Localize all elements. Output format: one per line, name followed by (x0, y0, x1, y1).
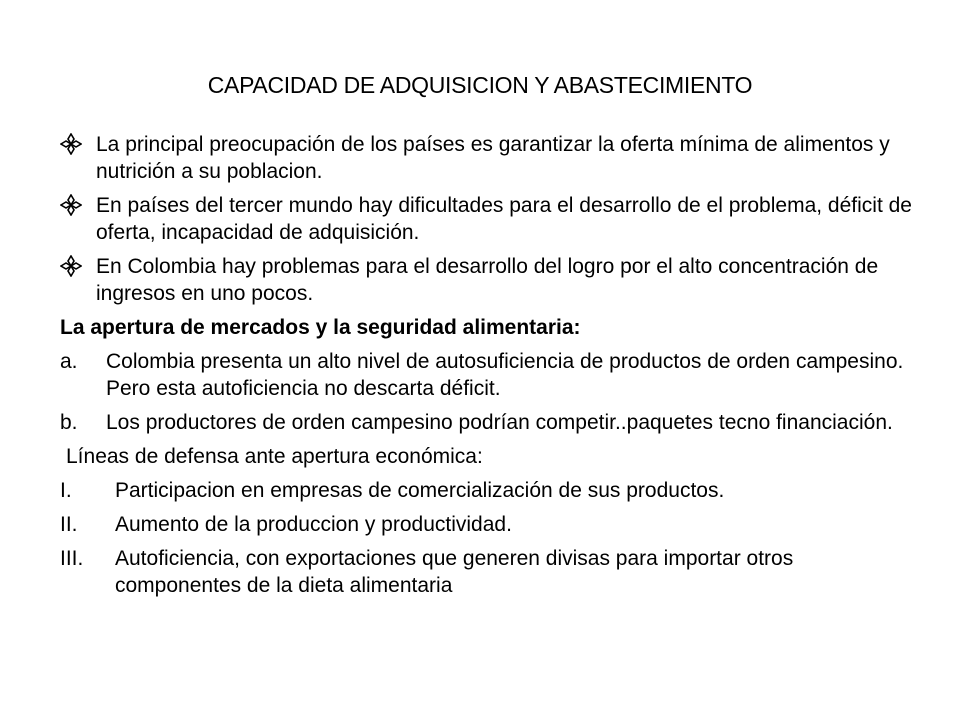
bullet-item (60, 253, 920, 307)
bullet-item (60, 131, 920, 185)
roman-item (60, 545, 920, 599)
subheading: Líneas de defensa ante apertura económica: (66, 445, 483, 468)
item-label: III. (60, 547, 84, 570)
item-label: I. (60, 479, 72, 502)
bullet-text: En Colombia hay problemas para el desarrollo del logro por el alto concentración de ingresos en uno pocos. (96, 255, 879, 305)
lettered-item (60, 348, 920, 402)
item-text: Colombia presenta un alto nivel de autosuficiencia de productos de orden campesino. Pero esta autoficiencia no descarta déficit. (106, 350, 904, 400)
item-label: b. (60, 411, 78, 434)
four-diamond-bullet-icon (60, 255, 82, 277)
item-label: a. (60, 350, 78, 373)
four-diamond-bullet-icon (60, 194, 82, 216)
bullet-text: En países del tercer mundo hay dificultades para el desarrollo de el problema, déficit de oferta, incapacidad de adquisición. (96, 194, 912, 244)
roman-item (60, 511, 920, 538)
item-text: Participacion en empresas de comercialización de sus productos. (115, 479, 725, 502)
roman-item (60, 477, 920, 504)
slide-title: CAPACIDAD DE ADQUISICION Y ABASTECIMIENTO (207, 72, 753, 98)
bullet-item (60, 192, 920, 246)
item-text: Autoficiencia, con exportaciones que generen divisas para importar otros componentes de la dieta alimentaria (115, 547, 794, 597)
section-heading: La apertura de mercados y la seguridad alimentaria: (60, 316, 581, 339)
lettered-item (60, 409, 920, 436)
slide-content (60, 131, 920, 606)
item-text: Los productores de orden campesino podrían competir..paquetes tecno financiación. (106, 411, 893, 434)
bullet-text: La principal preocupación de los países es garantizar la oferta mínima de alimentos y nutrición a su poblacion. (96, 133, 890, 183)
item-text: Aumento de la produccion y productividad. (115, 513, 512, 536)
item-label: II. (60, 513, 78, 536)
four-diamond-bullet-icon (60, 133, 82, 155)
